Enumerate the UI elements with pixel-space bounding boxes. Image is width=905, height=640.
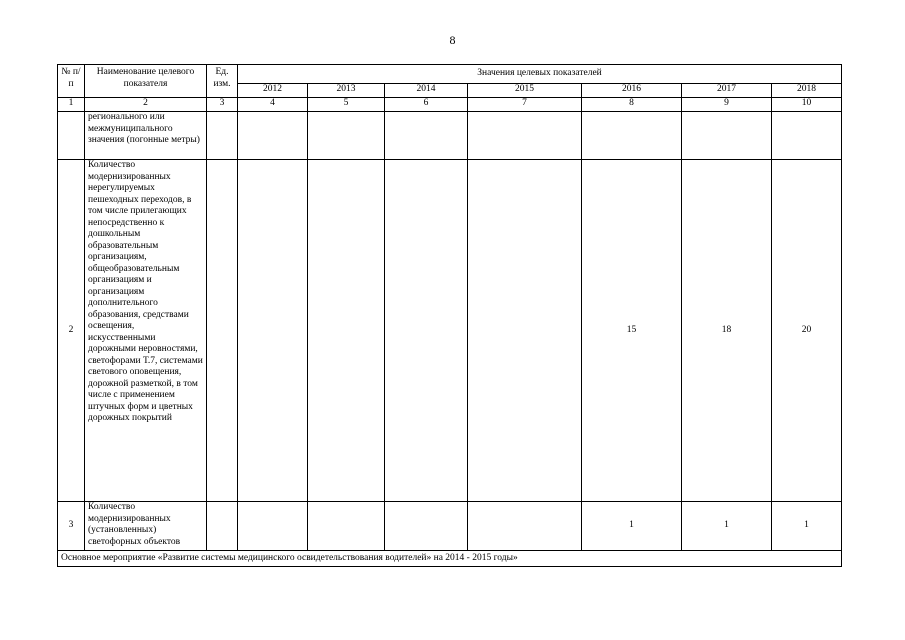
row-value: 18	[682, 160, 772, 502]
target-indicators-table	[57, 64, 842, 567]
column-number: 1	[58, 98, 85, 112]
column-number: 9	[682, 98, 772, 112]
column-number: 5	[308, 98, 385, 112]
header-unit: Ед. изм.	[207, 65, 238, 98]
column-number: 2	[85, 98, 207, 112]
column-number: 4	[238, 98, 308, 112]
row-value	[385, 160, 468, 502]
header-num: № п/п	[58, 65, 85, 98]
row-value: 1	[582, 502, 682, 551]
row-name: регионального или межмуниципального значения (погонные метры)	[85, 112, 207, 160]
row-value	[385, 112, 468, 160]
main-activity-row: Основное мероприятие «Развитие системы медицинского освидетельствования водителей» на 2014 - 2015 годы»	[58, 551, 842, 567]
header-year: 2012	[238, 84, 308, 98]
row-value: 15	[582, 160, 682, 502]
header-year: 2014	[385, 84, 468, 98]
row-value	[582, 112, 682, 160]
row-value	[308, 160, 385, 502]
header-values-group: Значения целевых показателей	[238, 65, 842, 84]
row-value	[308, 502, 385, 551]
row-value	[468, 502, 582, 551]
row-name: Количество модернизированных (установленных) светофорных объектов	[85, 502, 207, 551]
header-year: 2016	[582, 84, 682, 98]
column-number: 6	[385, 98, 468, 112]
row-num: 3	[58, 502, 85, 551]
row-unit	[207, 112, 238, 160]
column-numbers-row	[58, 98, 842, 112]
row-value	[682, 112, 772, 160]
row-value: 1	[682, 502, 772, 551]
table-row	[58, 502, 842, 551]
row-name: Количество модернизированных нерегулируемых пешеходных переходов, в том числе прилегающих непосредственно к дошкольным образовательным организациям, общеобразовательным организациям и организациям дополнительного образования, средствами освещения, искусственными дорожными неровностями, светофорами Т.7, системами светового оповещения, дорожной разметкой, в том числе с применением штучных форм и цветных дорожных покрытий	[85, 160, 207, 502]
row-value	[772, 112, 842, 160]
table-row	[58, 112, 842, 160]
row-value	[238, 112, 308, 160]
column-number: 7	[468, 98, 582, 112]
row-value	[308, 112, 385, 160]
row-value	[238, 160, 308, 502]
header-year: 2017	[682, 84, 772, 98]
row-value	[468, 112, 582, 160]
header-year: 2015	[468, 84, 582, 98]
row-value	[385, 502, 468, 551]
header-name: Наименование целевого показателя	[85, 65, 207, 98]
row-num: 2	[58, 160, 85, 502]
row-value: 20	[772, 160, 842, 502]
header-year: 2013	[308, 84, 385, 98]
page-number: 8	[449, 33, 456, 47]
row-unit	[207, 160, 238, 502]
table-row	[58, 160, 842, 502]
row-unit	[207, 502, 238, 551]
row-value	[468, 160, 582, 502]
row-value: 1	[772, 502, 842, 551]
column-number: 8	[582, 98, 682, 112]
column-number: 10	[772, 98, 842, 112]
row-num	[58, 112, 85, 160]
row-value	[238, 502, 308, 551]
header-year: 2018	[772, 84, 842, 98]
column-number: 3	[207, 98, 238, 112]
